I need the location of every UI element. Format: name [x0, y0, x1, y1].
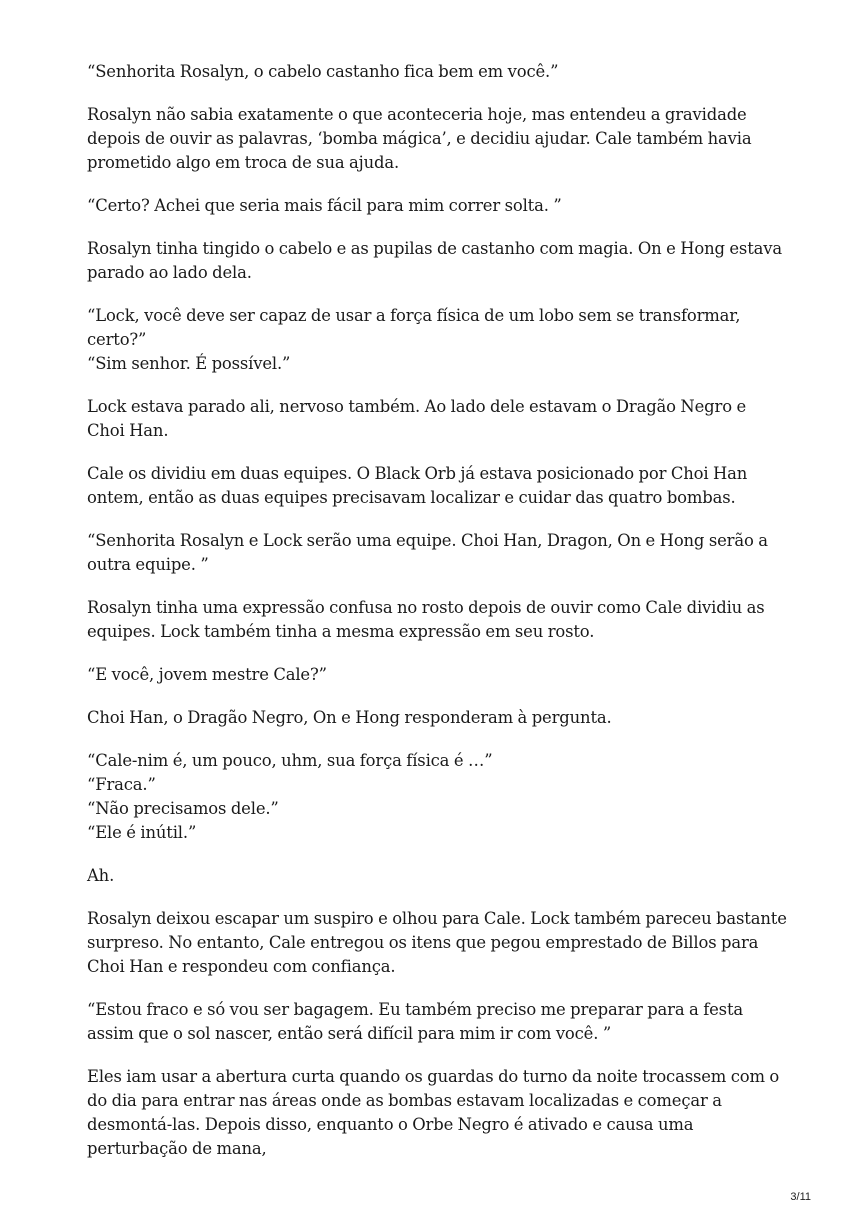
paragraph: Eles iam usar a abertura curta quando os guardas do turno da noite trocassem com o do dia para entrar nas áreas onde as bombas estavam localizadas e começar a desmontá-las. Depois disso, enquanto o Orbe Negro é ativado e causa uma perturbação de mana,: [87, 1067, 780, 1158]
paragraph: “Certo? Achei que seria mais fácil para mim correr solta. ”: [87, 196, 562, 215]
page-number: 3/11: [790, 1191, 811, 1203]
paragraph: Rosalyn não sabia exatamente o que aconteceria hoje, mas entendeu a gravidade depois de ouvir as palavras, ‘bomba mágica’, e decidiu ajudar. Cale também havia prometido algo em troca de sua ajuda.: [87, 105, 752, 172]
paragraph: Rosalyn tinha tingido o cabelo e as pupilas de castanho com magia. On e Hong estava parado ao lado dela.: [87, 239, 782, 282]
paragraph: “E você, jovem mestre Cale?”: [87, 665, 327, 684]
paragraph: Choi Han, o Dragão Negro, On e Hong responderam à pergunta.: [87, 708, 612, 727]
paragraph: Rosalyn deixou escapar um suspiro e olhou para Cale. Lock também pareceu bastante surpreso. No entanto, Cale entregou os itens que pegou emprestado de Billos para Choi Han e respondeu com confiança.: [87, 909, 787, 976]
paragraph: Cale os dividiu em duas equipes. O Black Orb já estava posicionado por Choi Han ontem, então as duas equipes precisavam localizar e cuidar das quatro bombas.: [87, 464, 748, 507]
paragraph: Lock estava parado ali, nervoso também. Ao lado dele estavam o Dragão Negro e Choi Han.: [87, 397, 747, 440]
paragraph: Rosalyn tinha uma expressão confusa no rosto depois de ouvir como Cale dividiu as equipes. Lock também tinha a mesma expressão em seu rosto.: [87, 598, 765, 641]
paragraph: “Estou fraco e só vou ser bagagem. Eu também preciso me preparar para a festa assim que o sol nascer, então será difícil para mim ir com você. ”: [87, 1000, 744, 1043]
paragraph: “Senhorita Rosalyn, o cabelo castanho fica bem em você.”: [87, 62, 559, 81]
paragraph: “Cale-nim é, um pouco, uhm, sua força física é …” “Fraca.” “Não precisamos dele.” “Ele é inútil.”: [87, 751, 493, 842]
document-body: [87, 60, 787, 1180]
paragraph: Ah.: [87, 866, 115, 885]
paragraph: “Lock, você deve ser capaz de usar a força física de um lobo sem se transformar, certo?” “Sim senhor. É possível.”: [87, 306, 741, 373]
paragraph: “Senhorita Rosalyn e Lock serão uma equipe. Choi Han, Dragon, On e Hong serão a outra equipe. ”: [87, 531, 768, 574]
